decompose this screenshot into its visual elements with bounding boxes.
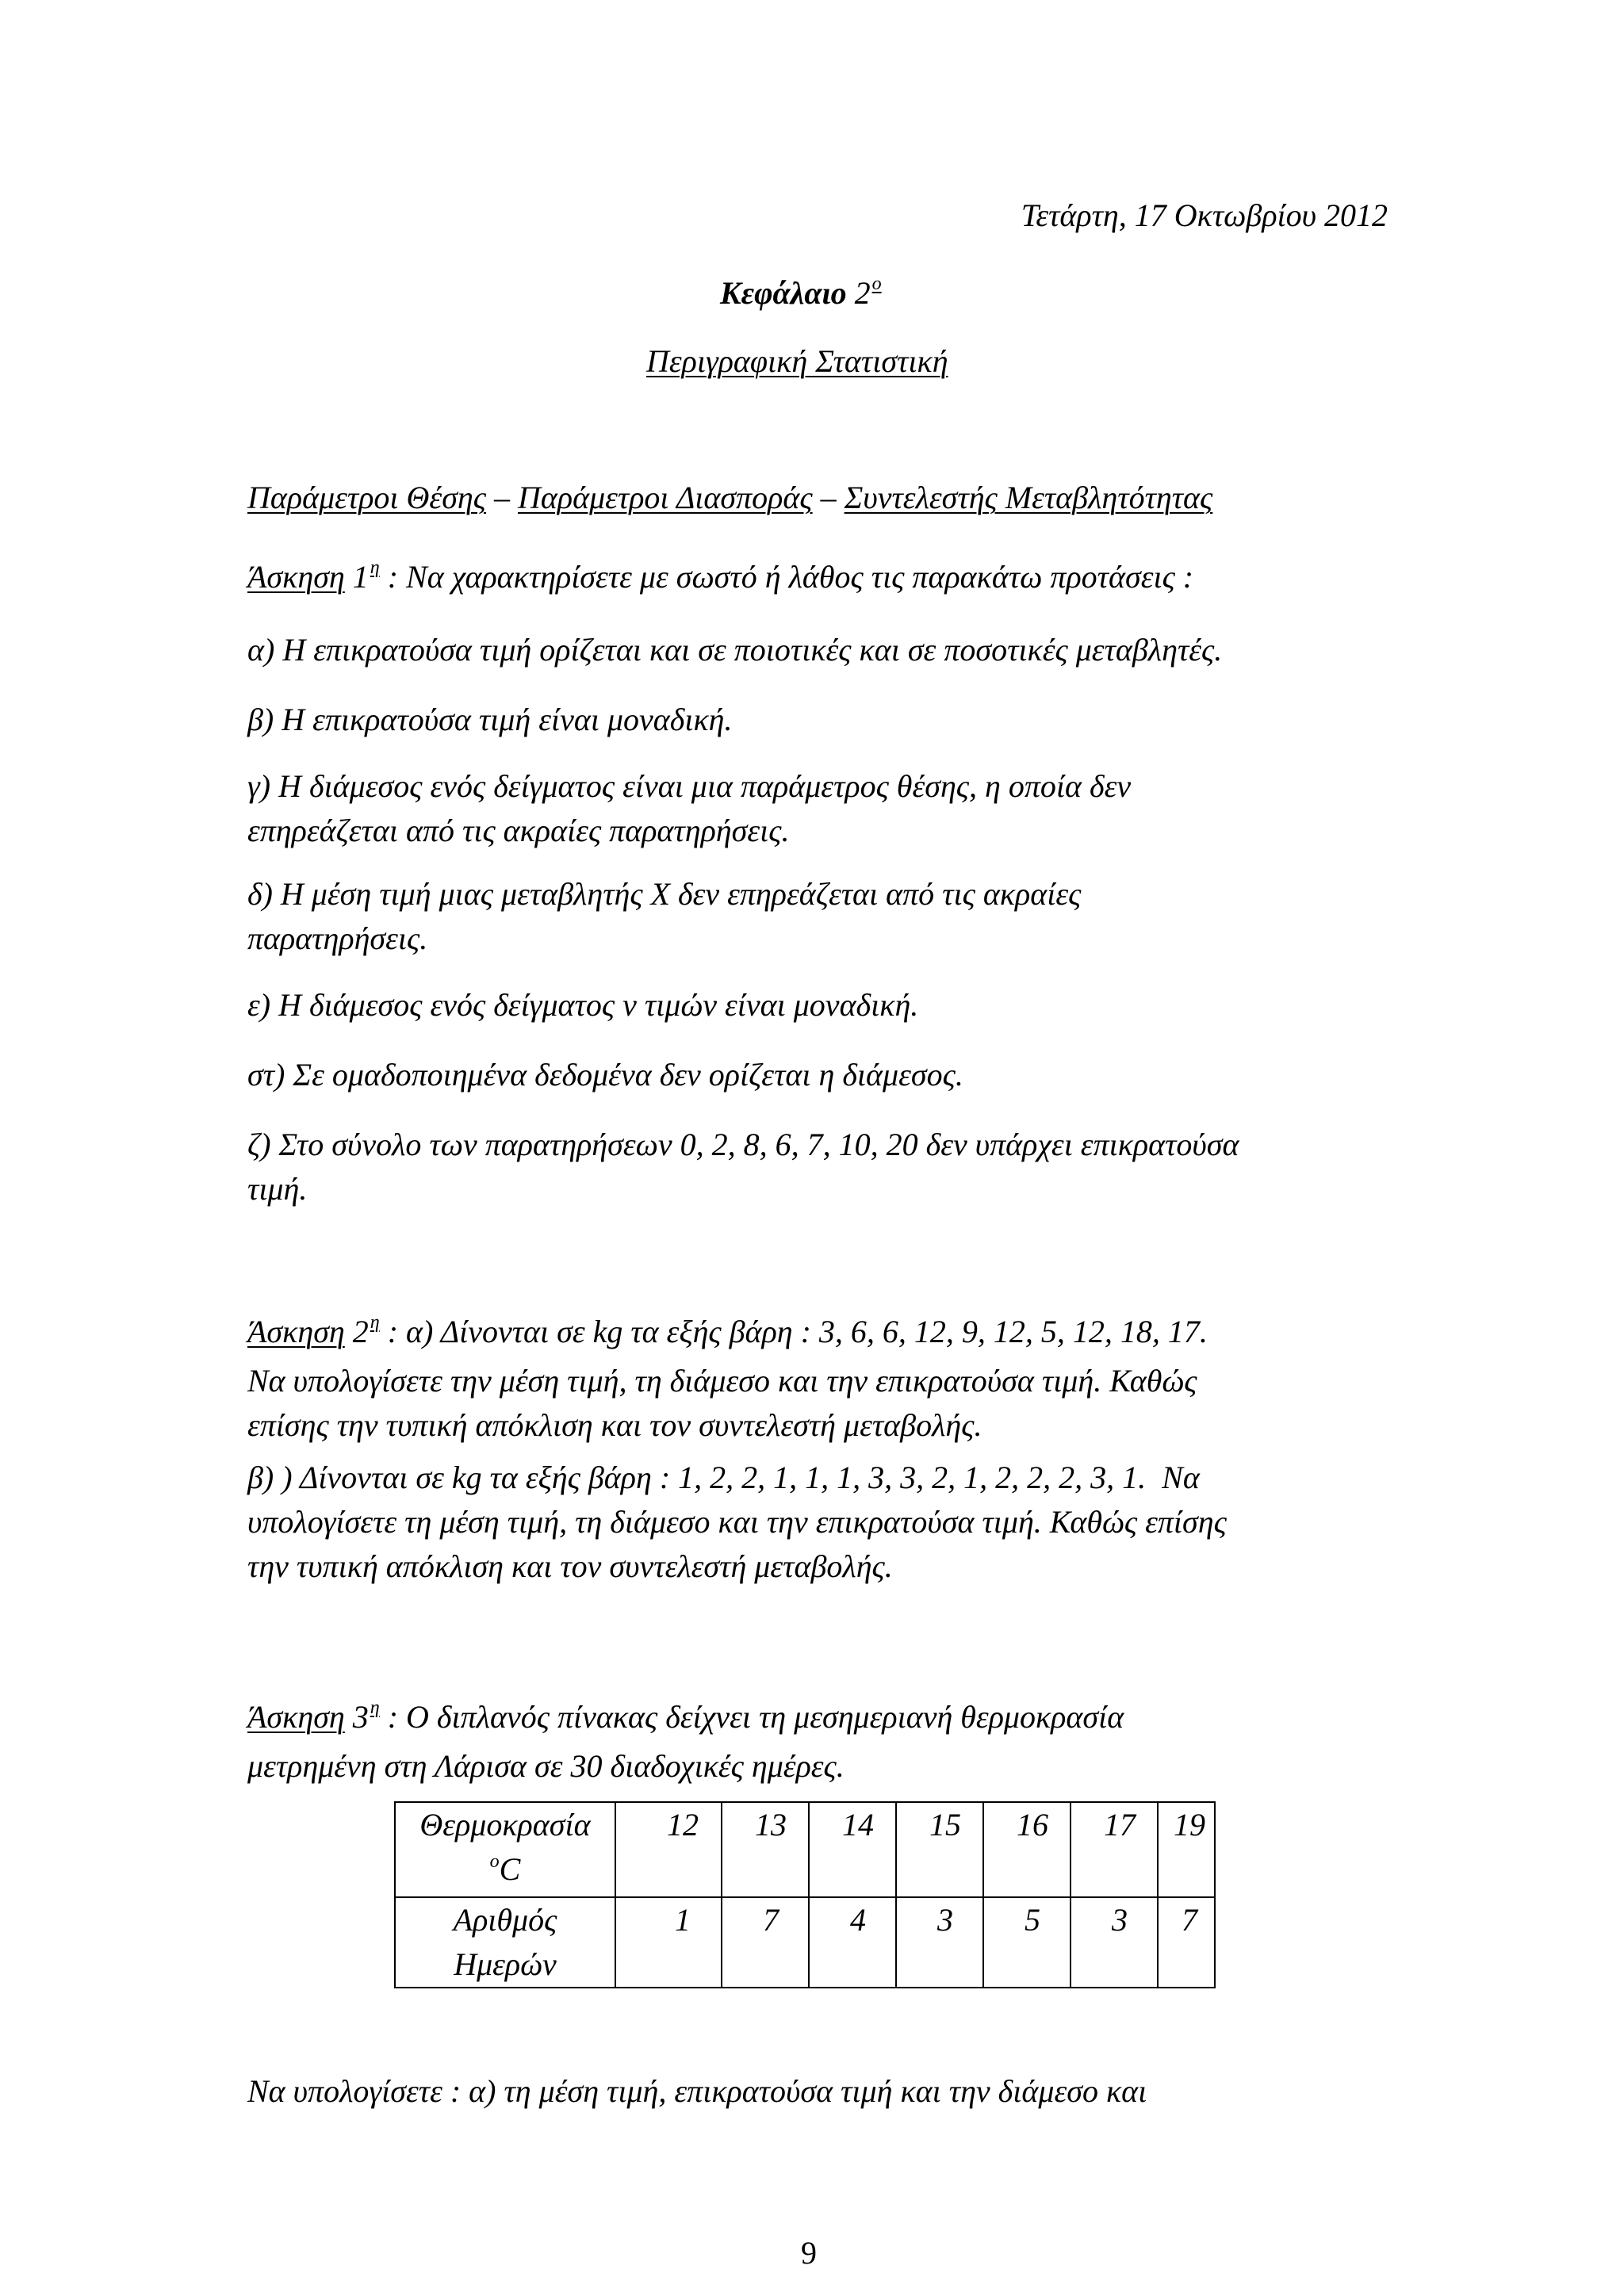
exercise-2-line-2: Να υπολογίσετε την μέση τιμή, τη διάμεσο και την επικρατούσα τιμή. Καθώς xyxy=(247,1363,1197,1399)
celsius-label: C xyxy=(499,1851,521,1887)
exercise-3-number: 3 xyxy=(352,1699,369,1735)
days-label-2: Ημερών xyxy=(454,1946,557,1982)
table-row-temperature xyxy=(395,1802,1215,1897)
chapter-subtitle: Περιγραφική Στατιστική xyxy=(646,343,948,379)
exercise-3-label: Άσκηση xyxy=(247,1699,345,1735)
chapter-sup: ο xyxy=(871,274,882,294)
exercise-2-line-1 xyxy=(247,1310,1389,1359)
table-cell: 1 xyxy=(615,1897,722,1988)
exercise-2-line-3: επίσης την τυπική απόκλιση και τον συντελεστή μεταβολής. xyxy=(247,1407,982,1443)
table-row-days xyxy=(395,1897,1215,1988)
table-cell: 13 xyxy=(722,1802,809,1897)
table-cell: 19 xyxy=(1158,1802,1215,1897)
table-cell: 7 xyxy=(722,1897,809,1988)
table-cell: 14 xyxy=(809,1802,896,1897)
exercise-2b-line-3: την τυπική απόκλιση και τον συντελεστή μεταβολής. xyxy=(247,1548,893,1584)
section-part-1: Παράμετροι Θέσης xyxy=(247,480,486,515)
statement-d xyxy=(247,872,1081,961)
table-cell: 16 xyxy=(983,1802,1071,1897)
exercise-2b-line-1: β) ) Δίνονται σε kg τα εξής βάρη : 1, 2, 2, 1, 1, 1, 3, 3, 2, 1, 2, 2, 2, 3, 1. Να xyxy=(247,1460,1200,1495)
table-cell: 3 xyxy=(896,1897,983,1988)
temperature-label: Θερμοκρασία xyxy=(419,1807,591,1843)
exercise-2-part-b xyxy=(247,1456,1389,1589)
statement-st: στ) Σε ομαδοποιημένα δεδομένα δεν ορίζεται η διάμεσος. xyxy=(247,1057,963,1093)
statement-b: β) Η επικρατούσα τιμή είναι μοναδική. xyxy=(247,702,733,737)
section-heading xyxy=(247,476,1212,520)
exercise-3-question: Να υπολογίσετε : α) τη μέση τιμή, επικρατούσα τιμή και την διάμεσο και xyxy=(247,2073,1147,2109)
exercise-1-text: : Να χαρακτηρίσετε με σωστό ή λάθος τις παρακάτω προτάσεις : xyxy=(379,559,1194,595)
temperature-unit xyxy=(399,1847,611,1896)
degree-sup: ο xyxy=(489,1851,500,1872)
section-separator-2: – xyxy=(812,480,845,515)
statement-z-line-2: τιμή. xyxy=(247,1171,308,1207)
chapter-title xyxy=(720,271,882,320)
exercise-1-label: Άσκηση xyxy=(247,559,345,595)
exercise-3-text: : Ο διπλανός πίνακας δείχνει τη μεσημεριανή θερμοκρασία xyxy=(379,1699,1124,1735)
section-separator-1: – xyxy=(486,480,518,515)
days-label-1: Αριθμός xyxy=(453,1902,557,1938)
table-cell: 5 xyxy=(983,1897,1071,1988)
exercise-2-label: Άσκηση xyxy=(247,1314,345,1349)
table-header-days xyxy=(395,1897,615,1988)
statement-a: α) Η επικρατούσα τιμή ορίζεται και σε ποιοτικές και σε ποσοτικές μεταβλητές. xyxy=(247,632,1223,668)
page-number: 9 xyxy=(801,2235,817,2271)
statement-e: ε) Η διάμεσος ενός δείγματος ν τιμών είναι μοναδική. xyxy=(247,987,919,1023)
exercise-2-sup: η xyxy=(370,1312,380,1333)
exercise-2b-line-2: υπολογίσετε τη μέση τιμή, τη διάμεσο και την επικρατούσα τιμή. Καθώς επίσης xyxy=(247,1504,1227,1540)
table-cell: 15 xyxy=(896,1802,983,1897)
exercise-1-sup: η xyxy=(370,557,380,578)
exercise-3-line-1 xyxy=(247,1695,1389,1744)
statement-z-line-1: ζ) Στο σύνολο των παρατηρήσεων 0, 2, 8, 6, 7, 10, 20 δεν υπάρχει επικρατούσα xyxy=(247,1127,1239,1162)
statement-c-line-1: γ) Η διάμεσος ενός δείγματος είναι μια παράμετρος θέσης, η οποία δεν xyxy=(247,768,1132,804)
statement-c-line-2: επηρεάζεται από τις ακραίες παρατηρήσεις. xyxy=(247,813,790,848)
exercise-3-sup: η xyxy=(370,1697,380,1718)
exercise-3-line-2: μετρημένη στη Λάρισα σε 30 διαδοχικές ημέρες. xyxy=(247,1748,845,1784)
statement-d-line-2: παρατηρήσεις. xyxy=(247,920,428,956)
statement-z xyxy=(247,1123,1239,1211)
statement-c xyxy=(247,764,1131,853)
table-cell: 12 xyxy=(615,1802,722,1897)
temperature-table xyxy=(394,1801,1216,1988)
exercise-2-part-a xyxy=(247,1310,1389,1448)
table-cell: 3 xyxy=(1071,1897,1158,1988)
table-cell: 4 xyxy=(809,1897,896,1988)
date-line: Τετάρτη, 17 Οκτωβρίου 2012 xyxy=(1021,197,1388,233)
chapter-word: Κεφάλαιο xyxy=(720,275,847,311)
section-part-2: Παράμετροι Διασποράς xyxy=(518,480,813,515)
section-part-3: Συντελεστής Μεταβλητότητας xyxy=(844,480,1213,515)
table-cell: 17 xyxy=(1071,1802,1158,1897)
exercise-1-prompt xyxy=(247,555,1193,604)
exercise-2-number: 2 xyxy=(352,1314,369,1349)
table-header-temperature xyxy=(395,1802,615,1897)
chapter-number: 2 xyxy=(854,275,871,311)
exercise-1-number: 1 xyxy=(352,559,369,595)
statement-d-line-1: δ) Η μέση τιμή μιας μεταβλητής Χ δεν επηρεάζεται από τις ακραίες xyxy=(247,876,1082,912)
table-cell: 7 xyxy=(1158,1897,1215,1988)
exercise-3-prompt xyxy=(247,1695,1389,1789)
exercise-2-text: : α) Δίνονται σε kg τα εξής βάρη : 3, 6, 6, 12, 9, 12, 5, 12, 18, 17. xyxy=(379,1314,1208,1349)
